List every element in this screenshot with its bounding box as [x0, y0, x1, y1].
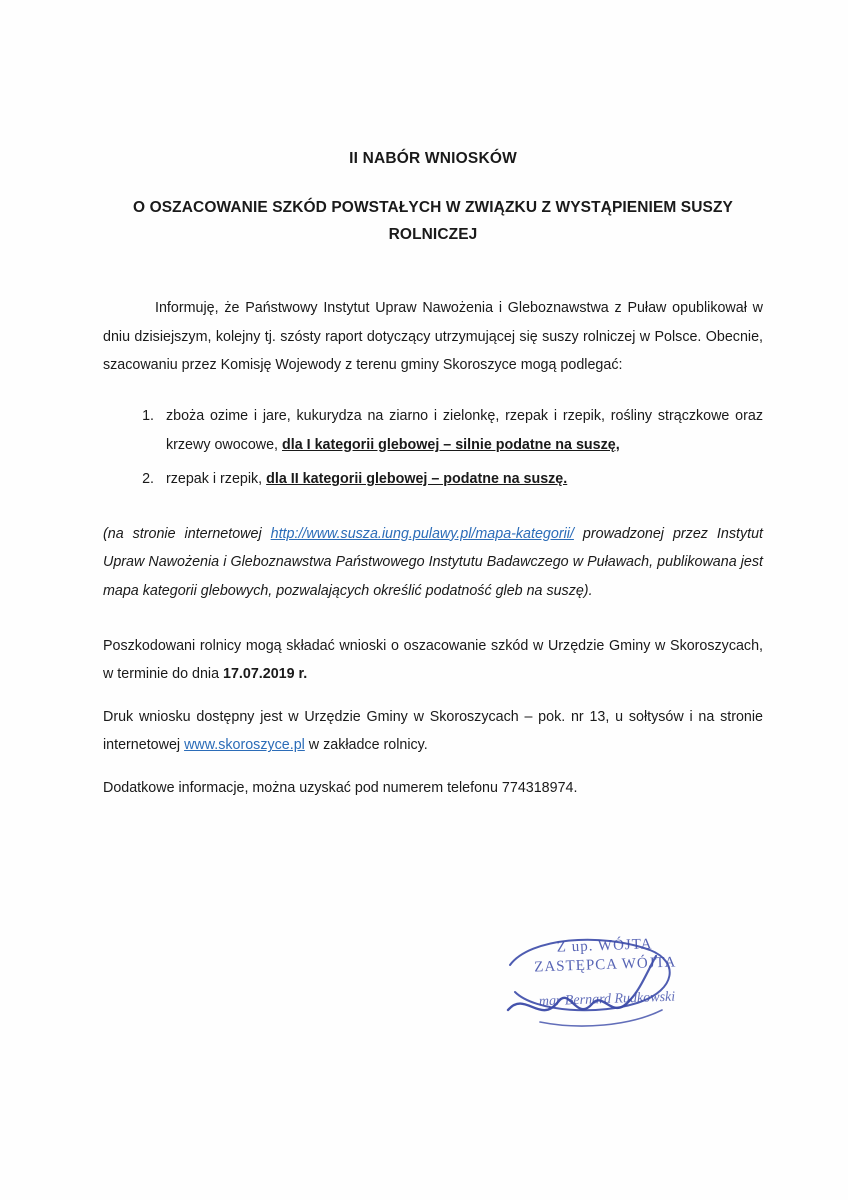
deadline-text: Poszkodowani rolnicy mogą składać wnioski o oszacowanie szkód w Urzędzie Gminy w Skoroszycach, w terminie do dnia: [103, 637, 763, 683]
list-item-emphasis: dla II kategorii glebowej – podatne na suszę.: [266, 471, 568, 488]
deadline-date: 17.07.2019 r.: [223, 666, 308, 683]
skoroszyce-website-link[interactable]: www.skoroszyce.pl: [184, 737, 305, 754]
form-availability-paragraph: [103, 703, 763, 760]
deadline-paragraph: [103, 632, 763, 689]
document-title-line-1: II NABÓR WNIOSKÓW: [349, 150, 517, 167]
list-item: [158, 402, 763, 459]
document-title-line-2: O OSZACOWANIE SZKÓD POWSTAŁYCH W ZWIĄZKU Z WYSTĄPIENIEM SUSZY ROLNICZEJ: [133, 199, 733, 244]
map-note-before: (na stronie internetowej: [103, 525, 271, 542]
signature-block: [480, 930, 740, 1060]
list-item: [158, 465, 763, 494]
list-item-text: rzepak i rzepik,: [166, 471, 267, 488]
susza-map-link[interactable]: http://www.susza.iung.pulawy.pl/mapa-kategorii/: [270, 525, 574, 542]
list-item-text: zboża ozime i jare, kukurydza na ziarno i zielonkę, rzepak i rzepik, rośliny strączkowe oraz krzewy owocowe,: [166, 408, 763, 453]
form-text-after: w zakładce rolnicy.: [304, 737, 428, 754]
stamp-name: mgr Bernard Rudkowski: [538, 989, 676, 1010]
crops-list: [103, 402, 763, 494]
map-note-paragraph: [103, 520, 763, 606]
list-item-emphasis: dla I kategorii glebowej – silnie podatne na suszę,: [282, 436, 620, 453]
contact-paragraph: Dodatkowe informacje, można uzyskać pod numerem telefonu 774318974.: [103, 779, 578, 796]
stamp-line-1: Z up. WÓJTA: [556, 936, 653, 956]
stamp-line-2: ZASTĘPCA WÓJTA: [534, 954, 677, 976]
intro-paragraph: Informuję, że Państwowy Instytut Upraw Nawożenia i Gleboznawstwa z Puław opublikował w dniu dzisiejszym, kolejny tj. szósty raport dotyczący utrzymującej się suszy rolniczej w Polsce. Obecnie, szacowaniu przez Komisję Wojewody z terenu gminy Skoroszyce mogą podlegać:: [103, 300, 763, 374]
document-content: [103, 150, 763, 817]
map-note-after: prowadzonej przez Instytut Upraw Nawożenia i Gleboznawstwa Państwowego Instytutu Badawczego w Puławach, publikowana jest mapa kategorii glebowych, pozwalających określić podatność gleb na suszę).: [103, 525, 763, 599]
form-text-before: Druk wniosku dostępny jest w Urzędzie Gminy w Skoroszycach – pok. nr 13, u sołtysów i na stronie internetowej: [103, 708, 763, 754]
